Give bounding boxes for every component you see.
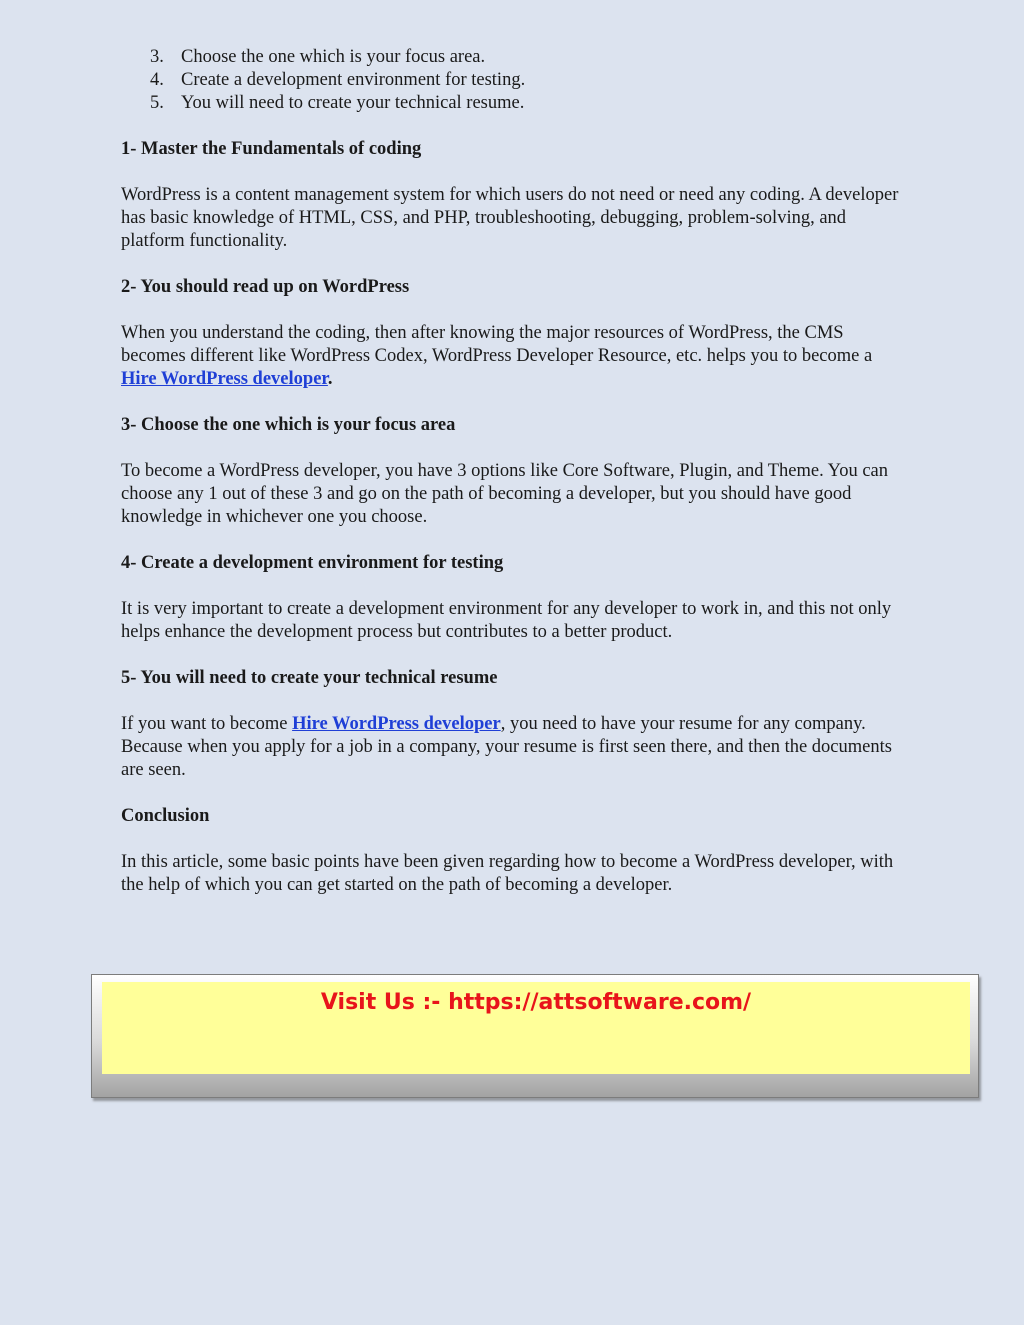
section-body-dev-environment: It is very important to create a development environment for any developer to work in, and this not only helps enhance the development process but contributes to a better product.	[121, 599, 892, 642]
list-item-text: Create a development environment for testing.	[181, 70, 526, 90]
paragraph-text: , you need to have your resume for any company. Because when you apply for a job in a company, your resume is first seen there, and then the documents are seen.	[121, 714, 892, 780]
list-number: 3.	[150, 47, 164, 67]
section-body-conclusion: In this article, some basic points have been given regarding how to become a WordPress developer, with the help of which you can get started on the path of becoming a developer.	[121, 852, 894, 895]
hire-wordpress-developer-link[interactable]: Hire WordPress developer	[292, 714, 501, 734]
visit-us-banner	[91, 974, 979, 1098]
hire-wordpress-developer-link[interactable]: Hire WordPress developer	[121, 369, 328, 389]
section-heading-fundamentals: 1- Master the Fundamentals of coding	[121, 139, 422, 159]
list-number: 4.	[150, 70, 164, 90]
list-item-text: Choose the one which is your focus area.	[181, 47, 486, 67]
section-body-read-up	[121, 322, 911, 391]
list-number: 5.	[150, 93, 164, 113]
section-heading-read-up: 2- You should read up on WordPress	[121, 277, 410, 297]
section-body-fundamentals: WordPress is a content management system for which users do not need or need any coding. A developer has basic knowledge of HTML, CSS, and PHP, troubleshooting, debugging, problem-solving, and platform functionality.	[121, 185, 899, 251]
section-heading-resume: 5- You will need to create your technical resume	[121, 668, 498, 688]
paragraph-text: If you want to become	[121, 714, 293, 734]
numbered-list	[121, 46, 911, 115]
section-body-focus-area: To become a WordPress developer, you have 3 options like Core Software, Plugin, and Theme. You can choose any 1 out of these 3 and go on the path of becoming a developer, but you should have good knowledge in whichever one you choose.	[121, 461, 888, 527]
list-item-text: You will need to create your technical resume.	[181, 93, 525, 113]
section-heading-focus-area: 3- Choose the one which is your focus area	[121, 415, 456, 435]
section-heading-dev-environment: 4- Create a development environment for testing	[121, 553, 504, 573]
paragraph-text: .	[327, 369, 333, 389]
section-heading-conclusion: Conclusion	[121, 806, 210, 826]
section-body-resume	[121, 713, 911, 782]
list-item	[121, 69, 911, 92]
paragraph-text: When you understand the coding, then after knowing the major resources of WordPress, the CMS becomes different like WordPress Codex, WordPress Developer Resource, etc. helps you to become a	[121, 323, 873, 366]
document-body	[121, 46, 911, 920]
visit-us-text[interactable]: Visit Us :- https://attsoftware.com/	[320, 990, 752, 1015]
list-item	[121, 46, 911, 69]
list-item	[121, 92, 911, 115]
visit-us-box	[102, 982, 970, 1074]
